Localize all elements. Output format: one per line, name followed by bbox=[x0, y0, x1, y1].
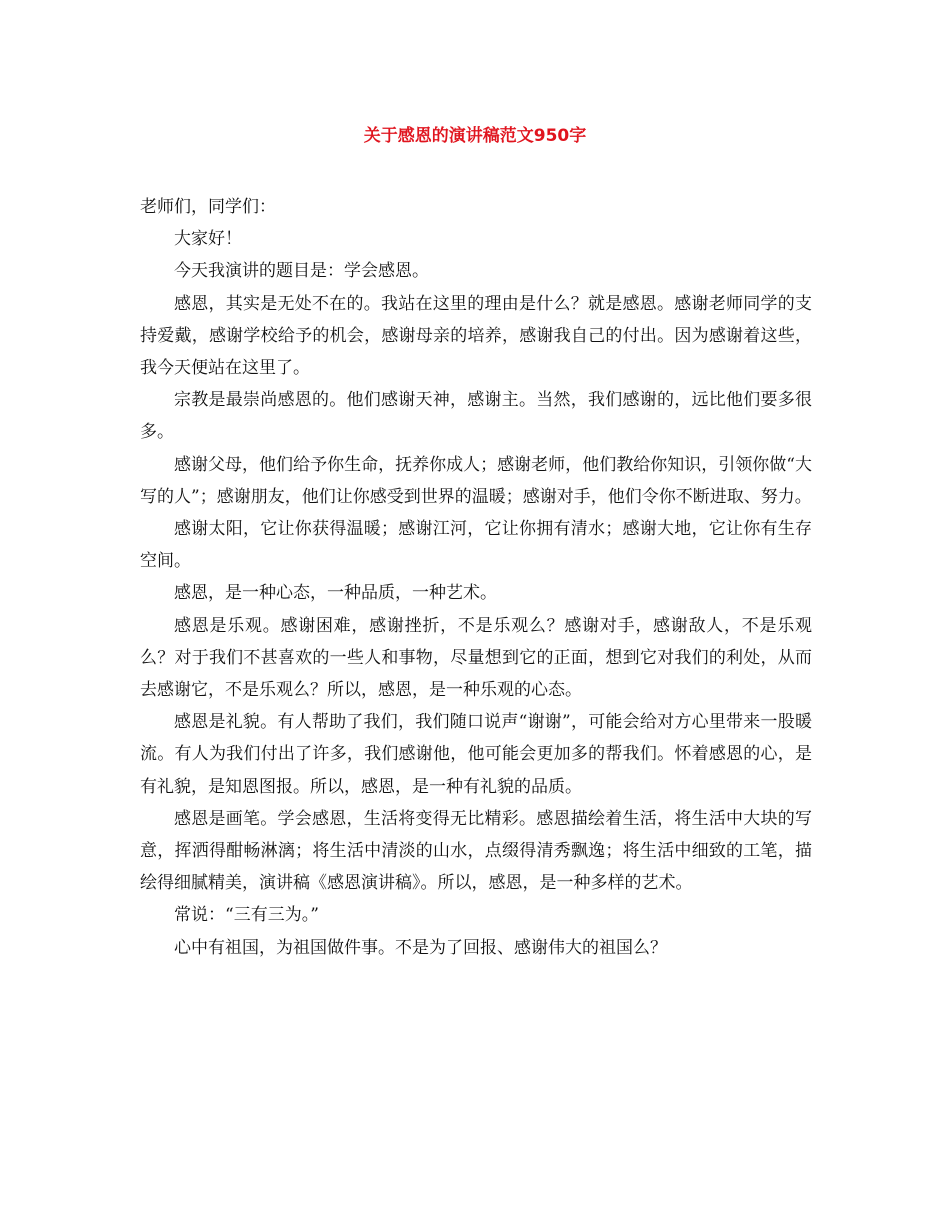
paragraph-motherland: 心中有祖国，为祖国做件事。不是为了回报、感谢伟大的祖国么？ bbox=[174, 937, 667, 958]
paragraph-thank-nature: 感谢太阳，它让你获得温暖；感谢江河，它让你拥有清水；感谢大地，它让你有生存空间。 bbox=[140, 519, 812, 572]
document-title: 关于感恩的演讲稿范文950字 bbox=[363, 126, 587, 146]
paragraph-gratitude-definition: 感恩，是一种心态，一种品质，一种艺术。 bbox=[174, 583, 497, 604]
paragraph-topic: 今天我演讲的题目是：学会感恩。 bbox=[174, 261, 429, 282]
paragraph-courtesy: 感恩是礼貌。有人帮助了我们，我们随口说声“谢谢”，可能会给对方心里带来一股暖流。有人为我们付出了许多，我们感谢他，他可能会更加多的帮我们。怀着感恩的心，是有礼貌，是知恩图报。所以，感恩，是一种有礼貌的品质。 bbox=[140, 712, 812, 797]
paragraph-paintbrush: 感恩是画笔。学会感恩，生活将变得无比精彩。感恩描绘着生活，将生活中大块的写意，挥洒得酣畅淋漓；将生活中清淡的山水，点缀得清秀飘逸；将生活中细致的工笔，描绘得细腻精美，演讲稿《感恩演讲稿》。所以，感恩，是一种多样的艺术。 bbox=[140, 808, 812, 894]
paragraph-greeting: 大家好！ bbox=[174, 229, 242, 250]
paragraph-optimism: 感恩是乐观。感谢困难，感谢挫折，不是乐观么？感谢对手，感谢敌人，不是乐观么？对于我们不甚喜欢的一些人和事物，尽量想到它的正面，想到它对我们的利处，从而去感谢它，不是乐观么？所以，感恩，是一种乐观的心态。 bbox=[140, 615, 812, 701]
paragraph-religion: 宗教是最崇尚感恩的。他们感谢天神，感谢主。当然，我们感谢的，远比他们要多很多。 bbox=[140, 390, 812, 443]
salutation: 老师们，同学们： bbox=[140, 197, 276, 217]
paragraph-thank-people: 感谢父母，他们给予你生命，抚养你成人；感谢老师，他们教给你知识，引领你做“大写的人”；感谢朋友，他们让你感受到世界的温暖；感谢对手，他们令你不断进取、努力。 bbox=[140, 454, 812, 507]
paragraph-gratitude-everywhere: 感恩，其实是无处不在的。我站在这里的理由是什么？就是感恩。感谢老师同学的支持爱戴，感谢学校给予的机会，感谢母亲的培养，感谢我自己的付出。因为感谢着这些，我今天便站在这里了。 bbox=[140, 293, 812, 379]
paragraph-saying: 常说：“三有三为。” bbox=[174, 905, 319, 926]
document-body bbox=[140, 191, 812, 964]
